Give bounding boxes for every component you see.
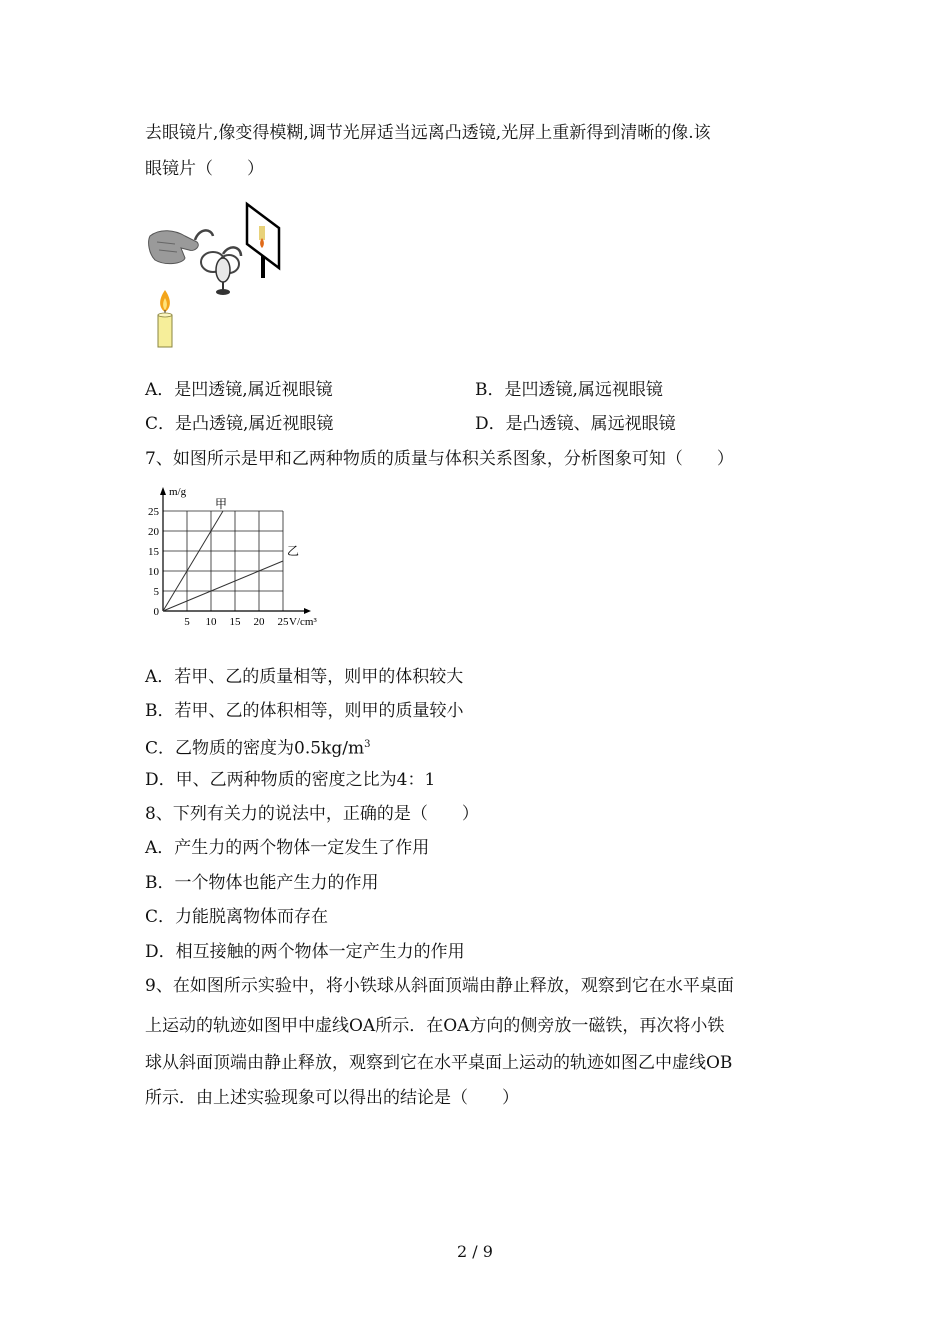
y-axis-label: m/g	[169, 486, 187, 498]
x-axis-label: V/cm³	[289, 616, 317, 628]
q7-option-c	[145, 733, 370, 761]
y-axis-arrow	[160, 487, 166, 495]
chart-svg	[145, 478, 335, 630]
page-number: 2 / 9	[457, 1242, 493, 1261]
q8-option-b: B．一个物体也能产生力的作用	[145, 873, 379, 893]
series-label-jia: 甲	[215, 497, 228, 511]
q9-stem-line4: 所示．由上述实验现象可以得出的结论是（ ）	[145, 1088, 519, 1108]
x-tick-label: 5	[184, 616, 190, 628]
light-screen	[247, 204, 279, 278]
chart-series-group	[163, 511, 283, 611]
origin-label: 0	[153, 606, 159, 618]
y-tick-label: 5	[153, 586, 159, 598]
q8-option-d: D．相互接触的两个物体一定产生力的作用	[145, 942, 465, 962]
q8-option-c: C．力能脱离物体而存在	[145, 907, 329, 927]
y-tick-label: 10	[148, 566, 159, 578]
q7-option-c-superscript: 3	[364, 739, 371, 750]
candle-illustration	[158, 290, 172, 347]
glasses-temple	[195, 230, 213, 240]
q6-option-c: C．是凸透镜,属近视眼镜	[145, 414, 334, 434]
lens-experiment-figure	[145, 198, 295, 353]
y-tick-label: 20	[148, 526, 159, 538]
lens-base	[216, 289, 230, 295]
x-tick-label: 15	[229, 616, 241, 628]
convex-lens	[216, 258, 230, 282]
q6-option-a: A．是凹透镜,属近视眼镜	[145, 380, 333, 400]
y-tick-label: 15	[148, 546, 159, 558]
chart-grid	[163, 511, 283, 611]
q8-option-a: A．产生力的两个物体一定发生了作用	[145, 838, 430, 858]
y-tick-label: 25	[148, 506, 159, 518]
x-tick-label: 25	[277, 616, 289, 628]
x-tick-label: 10	[205, 616, 217, 628]
q6-option-b: B．是凹透镜,属远视眼镜	[475, 380, 663, 400]
q9-stem-line2: 上运动的轨迹如图甲中虚线OA所示．在OA方向的侧旁放一磁铁，再次将小铁	[145, 1016, 725, 1036]
mass-volume-chart	[145, 478, 335, 630]
hand-illustration	[149, 231, 199, 264]
series-label-yi: 乙	[287, 544, 300, 558]
q7-stem: 7、如图所示是甲和乙两种物质的质量与体积关系图象，分析图象可知（ ）	[145, 449, 734, 469]
q7-option-c-text: C．乙物质的密度为0.5kg/m	[145, 738, 365, 759]
x-axis-arrow	[304, 608, 311, 614]
q7-option-a: A．若甲、乙的质量相等，则甲的体积较大	[145, 667, 464, 687]
series-line-yi	[163, 561, 283, 611]
q6-option-d: D．是凸透镜、属远视眼镜	[475, 414, 676, 434]
q9-stem-line3: 球从斜面顶端由静止释放，观察到它在水平桌面上运动的轨迹如图乙中虚线OB	[145, 1053, 733, 1073]
q8-stem: 8、下列有关力的说法中，正确的是（ ）	[145, 804, 479, 824]
q6-stem-line2: 眼镜片（ ）	[145, 159, 264, 179]
series-line-jia	[163, 511, 223, 611]
q6-stem-line1: 去眼镜片,像变得模糊,调节光屏适当远离凸透镜,光屏上重新得到清晰的像.该	[145, 123, 711, 143]
q7-option-d: D．甲、乙两种物质的密度之比为4：1	[145, 770, 436, 790]
q7-option-b: B．若甲、乙的体积相等，则甲的质量较小	[145, 701, 464, 721]
x-tick-label: 20	[253, 616, 265, 628]
q9-stem-line1: 9、在如图所示实验中，将小铁球从斜面顶端由静止释放，观察到它在水平桌面	[145, 976, 734, 996]
